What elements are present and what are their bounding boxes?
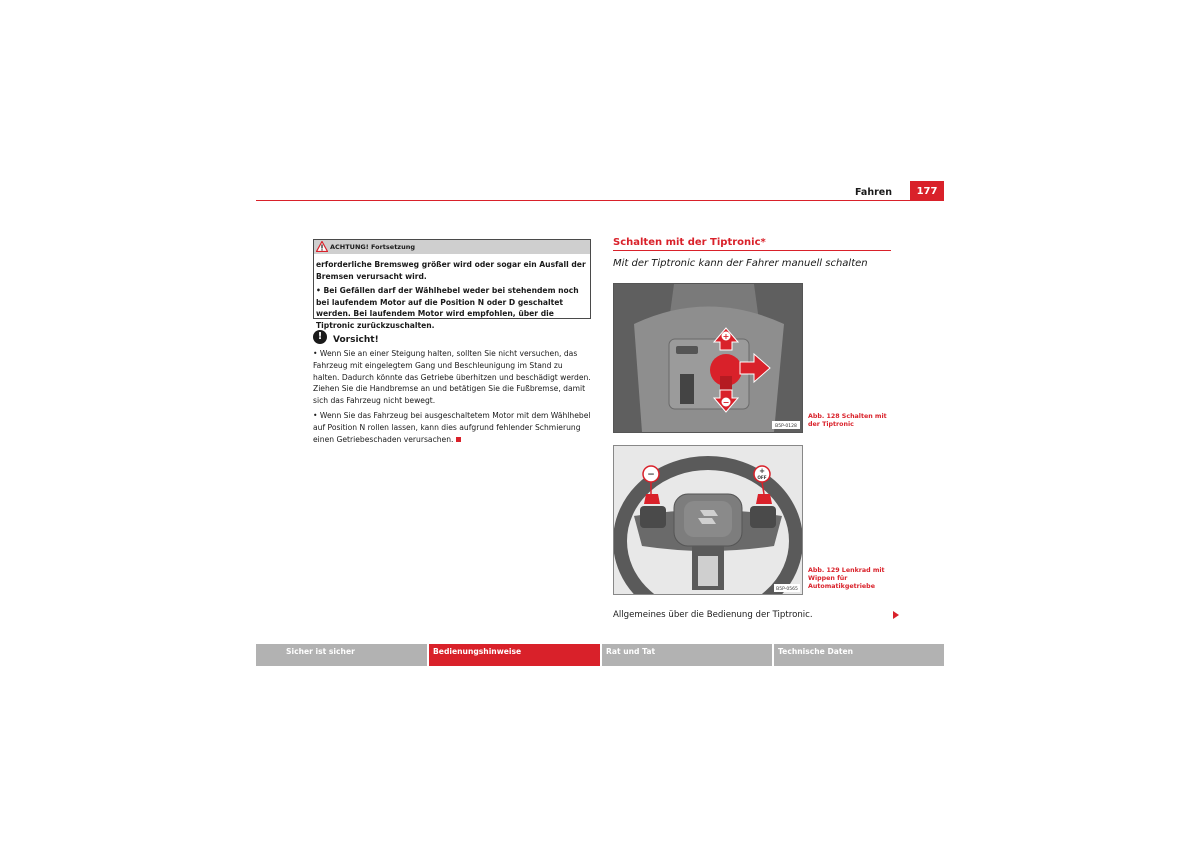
page-number: 177 (910, 181, 944, 201)
figure-code: B5P-0128 (775, 424, 797, 429)
figure-steering-wheel (613, 445, 803, 595)
nav-tab-sicher-ist-sicher[interactable]: Sicher ist sicher (256, 644, 427, 666)
shifter-minus-label: − (722, 398, 730, 407)
caution-body (313, 348, 591, 448)
wheel-plus-label: + (759, 467, 765, 475)
warning-paragraph: • Bei Gefällen darf der Wählhebel weder bei stehendem noch bei laufendem Motor auf die Position N oder D geschaltet werden. Bei laufendem Motor wird empfohlen, über die Tiptronic zurückzuschalten. (316, 286, 579, 330)
nav-tab-technische-daten[interactable]: Technische Daten (774, 644, 944, 666)
figure-code: B5P-0565 (776, 587, 798, 592)
chapter-title: Fahren (855, 187, 892, 198)
warning-body (316, 259, 586, 335)
nav-tab-rat-und-tat[interactable]: Rat und Tat (602, 644, 772, 666)
continue-arrow-icon[interactable] (893, 611, 899, 619)
warning-title: ACHTUNG! Fortsetzung (330, 243, 415, 251)
end-of-section-mark (456, 437, 461, 442)
wheel-off-label: OFF (757, 475, 767, 480)
exclamation-icon: ! (313, 330, 327, 344)
warning-triangle-icon (316, 241, 328, 252)
section-intro: Mit der Tiptronic kann der Fahrer manuell schalten (613, 258, 868, 269)
figure-caption: Abb. 129 Lenkrad mit Wippen für Automatikgetriebe (808, 567, 885, 590)
figure-caption: Abb. 128 Schalten mit der Tiptronic (808, 413, 887, 428)
steering-wheel-illustration (614, 446, 802, 594)
header-rule (256, 200, 944, 201)
wheel-minus-label: − (647, 470, 655, 480)
shifter-illustration (614, 284, 802, 432)
body-text: Allgemeines über die Bedienung der Tiptronic. (613, 610, 813, 620)
caution-title: Vorsicht! (333, 335, 379, 345)
section-heading: Schalten mit der Tiptronic* (613, 237, 766, 248)
caution-paragraph: • Wenn Sie an einer Steigung halten, sollten Sie nicht versuchen, das Fahrzeug mit eingelegtem Gang und Beschleunigung im Stand zu halten. Dadurch könnte das Getriebe überhitzen und beschädigt werden. Ziehen Sie die Handbremse an und betätigen Sie die Fußbremse, damit sich das Fahrzeug nicht bewegt. (313, 349, 591, 406)
caution-paragraph (313, 410, 591, 445)
nav-tab-bedienungshinweise[interactable]: Bedienungshinweise (429, 644, 600, 666)
warning-paragraph: erforderliche Bremsweg größer wird oder sogar ein Ausfall der Bremsen verursacht wird. (316, 260, 586, 281)
caution-paragraph-text: • Wenn Sie das Fahrzeug bei ausgeschaltetem Motor mit dem Wählhebel auf Position N rollen lassen, kann dies aufgrund fehlender Schmierung einen Getriebeschaden verursachen. (313, 410, 591, 444)
shifter-plus-label: + (722, 332, 730, 341)
figure-tiptronic-shifter (613, 283, 803, 433)
section-rule (613, 250, 891, 251)
